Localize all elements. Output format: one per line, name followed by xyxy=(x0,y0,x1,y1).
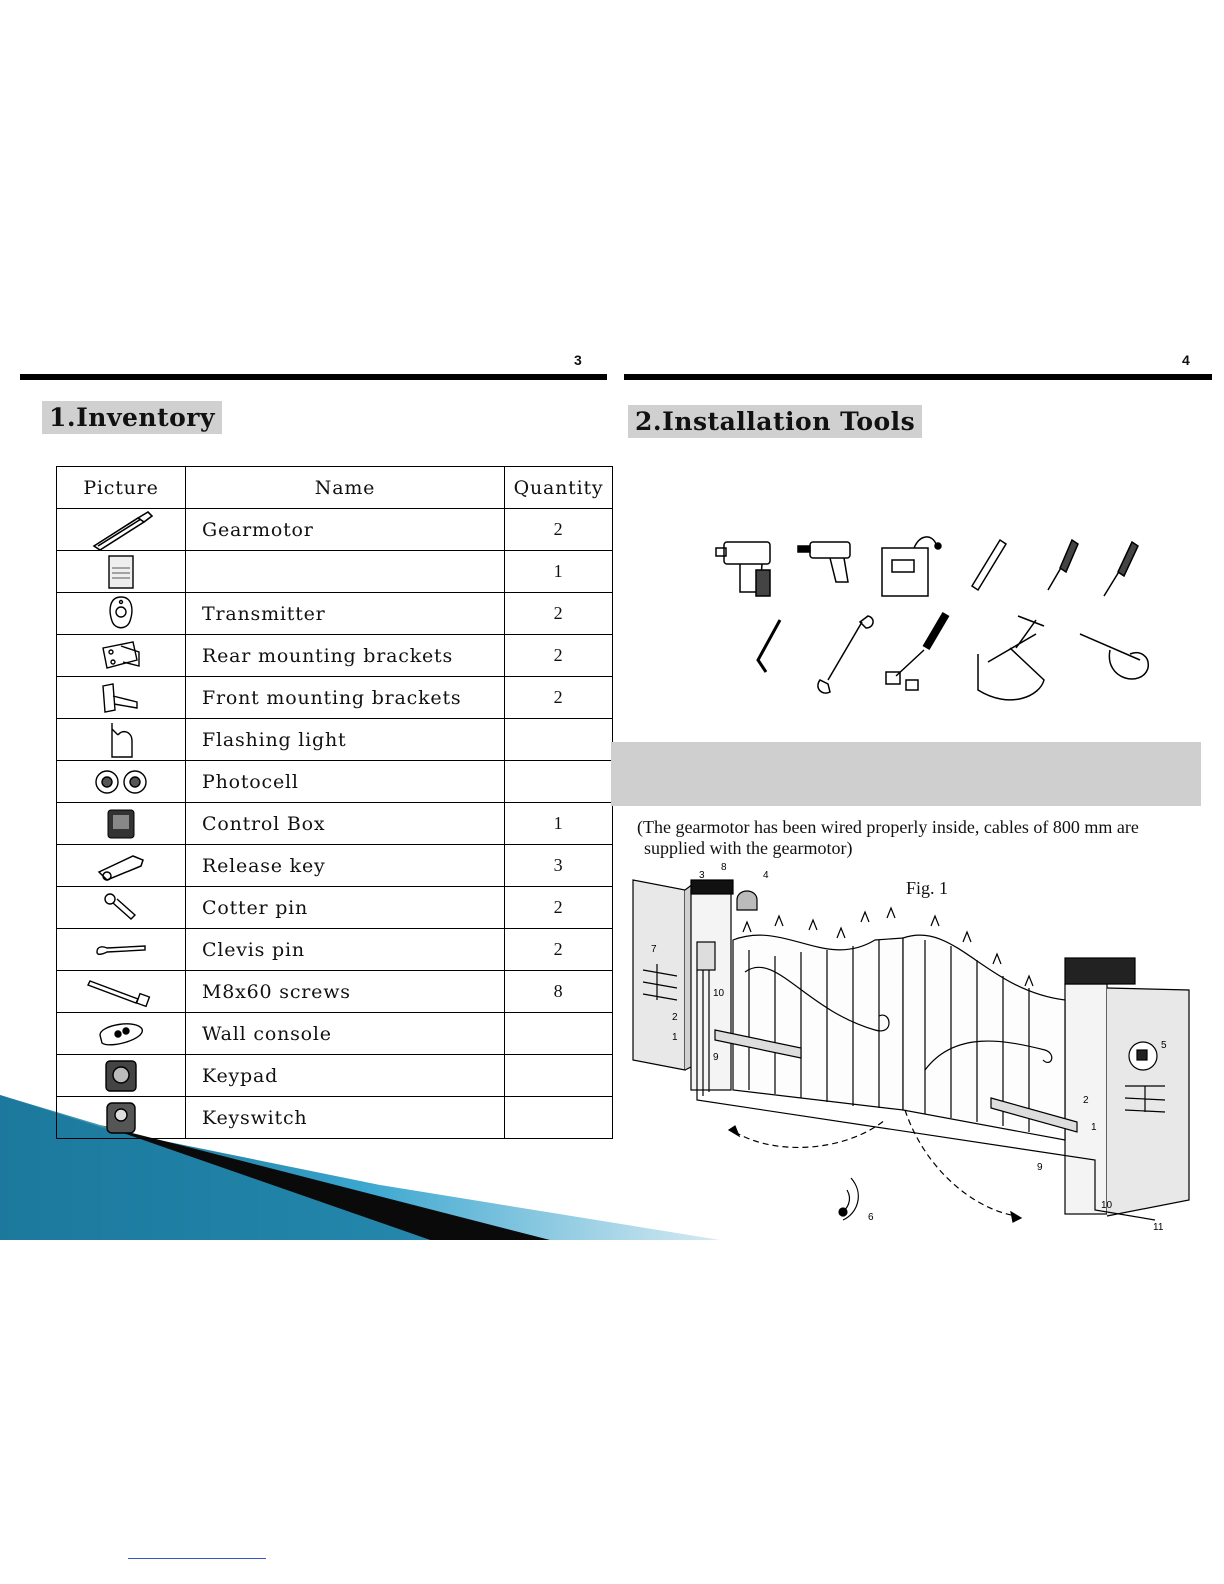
clevis-pin-icon xyxy=(93,940,149,960)
table-header-row xyxy=(57,467,613,509)
callout-10: 10 xyxy=(713,988,725,999)
page-number-left: 3 xyxy=(574,352,582,368)
header-rule-right xyxy=(624,374,1212,380)
hammer-drill-icon xyxy=(716,542,770,596)
header-picture: Picture xyxy=(57,467,186,509)
gate-installation-diagram xyxy=(625,860,1200,1240)
screwdriver-flat-icon xyxy=(1048,540,1078,590)
item-quantity: 2 xyxy=(505,593,613,635)
item-quantity: 2 xyxy=(505,677,613,719)
item-name: Control Box xyxy=(186,803,505,845)
item-name: Flashing light xyxy=(186,719,505,761)
wiring-note-line1: (The gearmotor has been wired properly inside, cables of 800 mm are xyxy=(637,817,1139,837)
screw-icon xyxy=(86,975,156,1009)
item-name: Wall console xyxy=(186,1013,505,1055)
item-name: Release key xyxy=(186,845,505,887)
socket-wrench-icon xyxy=(886,614,946,690)
cotter-pin-icon xyxy=(101,891,141,925)
callout-5: 5 xyxy=(1161,1040,1167,1051)
manual-icon xyxy=(106,554,136,590)
item-name: Keyswitch xyxy=(186,1097,505,1139)
callout-9b: 9 xyxy=(1037,1162,1043,1173)
callout-2b: 2 xyxy=(1083,1095,1089,1106)
callout-4: 4 xyxy=(763,870,769,881)
table-row xyxy=(57,635,613,677)
item-quantity xyxy=(505,761,613,803)
item-name: Clevis pin xyxy=(186,929,505,971)
item-name: Rear mounting brackets xyxy=(186,635,505,677)
section-title-inventory: 1.Inventory xyxy=(42,401,222,434)
callout-10b: 10 xyxy=(1101,1200,1113,1211)
item-name: Transmitter xyxy=(186,593,505,635)
wiring-note-line2: supplied with the gearmotor) xyxy=(644,838,853,858)
hex-key-icon xyxy=(758,620,780,672)
callout-11: 11 xyxy=(1153,1222,1164,1233)
item-quantity: 2 xyxy=(505,929,613,971)
callout-1b: 1 xyxy=(1091,1122,1097,1133)
clamp-icon xyxy=(978,616,1044,700)
flashing-light-icon xyxy=(106,721,136,759)
callout-1: 1 xyxy=(672,1032,678,1043)
item-name: Photocell xyxy=(186,761,505,803)
table-row xyxy=(57,845,613,887)
table-row xyxy=(57,761,613,803)
item-quantity xyxy=(505,1055,613,1097)
table-row xyxy=(57,677,613,719)
section-title-installation-tools: 2.Installation Tools xyxy=(628,405,922,438)
installation-tools-illustration xyxy=(710,530,1160,710)
header-quantity: Quantity xyxy=(505,467,613,509)
page-number-right: 4 xyxy=(1182,352,1190,368)
callout-9: 9 xyxy=(713,1052,719,1063)
item-quantity: 1 xyxy=(505,551,613,593)
item-quantity xyxy=(505,1097,613,1139)
control-box-icon xyxy=(104,806,138,842)
item-quantity: 2 xyxy=(505,509,613,551)
inventory-table xyxy=(56,466,613,1139)
item-name: Gearmotor xyxy=(186,509,505,551)
callout-2: 2 xyxy=(672,1012,678,1023)
item-name: Cotter pin xyxy=(186,887,505,929)
gearmotor-icon xyxy=(86,510,156,550)
table-row xyxy=(57,719,613,761)
item-quantity xyxy=(505,719,613,761)
item-quantity: 8 xyxy=(505,971,613,1013)
table-row xyxy=(57,593,613,635)
table-row xyxy=(57,971,613,1013)
keypad-icon xyxy=(101,1057,141,1095)
item-name: M8x60 screws xyxy=(186,971,505,1013)
photocell-icon xyxy=(91,764,151,800)
tape-measure-icon xyxy=(1080,634,1148,679)
table-row xyxy=(57,887,613,929)
transmitter-icon xyxy=(106,595,136,633)
level-icon xyxy=(972,540,1006,590)
table-row xyxy=(57,803,613,845)
item-name: Keypad xyxy=(186,1055,505,1097)
header-name: Name xyxy=(186,467,505,509)
table-row xyxy=(57,1055,613,1097)
table-row xyxy=(57,551,613,593)
item-quantity: 3 xyxy=(505,845,613,887)
item-quantity: 1 xyxy=(505,803,613,845)
item-quantity: 2 xyxy=(505,887,613,929)
table-row xyxy=(57,1013,613,1055)
item-name: Front mounting brackets xyxy=(186,677,505,719)
table-row xyxy=(57,1097,613,1139)
callout-3: 3 xyxy=(699,870,705,881)
table-row xyxy=(57,929,613,971)
header-rule-left xyxy=(20,374,607,380)
item-name xyxy=(186,551,505,593)
rear-bracket-icon xyxy=(99,638,143,674)
callout-6: 6 xyxy=(868,1212,874,1223)
welder-icon xyxy=(882,537,941,596)
screwdriver-phillips-icon xyxy=(1104,542,1138,596)
front-bracket-icon xyxy=(99,680,143,716)
table-row xyxy=(57,509,613,551)
item-quantity xyxy=(505,1013,613,1055)
keyswitch-icon xyxy=(101,1099,141,1137)
item-quantity: 2 xyxy=(505,635,613,677)
wall-console-icon xyxy=(96,1017,146,1051)
footer-link-underline xyxy=(128,1558,266,1559)
figure-caption: Fig. 1 xyxy=(906,878,949,898)
drill-icon xyxy=(798,542,850,582)
callout-7: 7 xyxy=(651,944,657,955)
grey-banner xyxy=(611,742,1201,806)
release-key-icon xyxy=(93,848,149,884)
wrench-icon xyxy=(818,616,873,693)
callout-8: 8 xyxy=(721,862,727,873)
